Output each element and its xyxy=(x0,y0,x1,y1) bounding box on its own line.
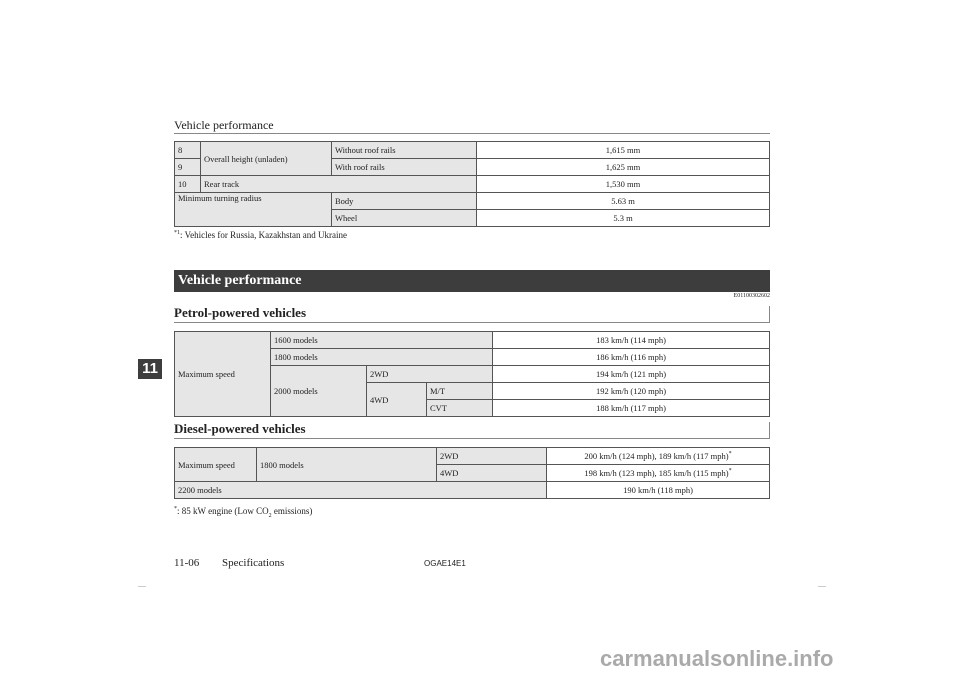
model-label: 2000 models xyxy=(271,366,367,417)
footnote-text: : Vehicles for Russia, Kazakhstan and Ukraine xyxy=(180,230,348,240)
drive-label: 4WD xyxy=(437,465,547,482)
footnote-mark: * xyxy=(174,506,177,512)
row-number: 9 xyxy=(175,159,201,176)
page-section: Specifications xyxy=(222,557,285,569)
value-cell: 1,625 mm xyxy=(477,159,770,176)
footnote xyxy=(174,230,347,240)
sub-label: Wheel xyxy=(332,210,477,227)
drive-label: 2WD xyxy=(367,366,493,383)
item-label: Rear track xyxy=(201,176,477,193)
sub-label: Without roof rails xyxy=(332,142,477,159)
model-label: 1800 models xyxy=(257,448,437,482)
running-header: Vehicle performance xyxy=(174,118,274,132)
crop-mark xyxy=(138,586,146,587)
table-row xyxy=(175,142,770,159)
footnote-text: emissions) xyxy=(271,506,313,516)
watermark: carmanualsonline.info xyxy=(600,646,834,671)
table-row xyxy=(175,448,770,465)
item-label: Minimum turning radius xyxy=(175,193,332,227)
petrol-speed-table xyxy=(174,331,770,417)
item-label: Overall height (unladen) xyxy=(201,142,332,176)
footnote-mark: *1 xyxy=(174,230,180,236)
trans-label: CVT xyxy=(427,400,493,417)
heading-rule xyxy=(174,322,770,323)
footnote-mark: * xyxy=(728,468,732,475)
footnote xyxy=(174,506,312,519)
footnote-mark: * xyxy=(728,451,732,458)
speed-value xyxy=(547,465,770,482)
table-row xyxy=(175,176,770,193)
table-row xyxy=(175,193,770,210)
diesel-heading: Diesel-powered vehicles xyxy=(174,421,306,436)
section-code: E01100302602 xyxy=(733,293,770,299)
speed-value xyxy=(547,448,770,465)
speed-label: Maximum speed xyxy=(175,448,257,482)
heading-rule xyxy=(174,438,770,439)
dimensions-table xyxy=(174,141,770,227)
doc-code: OGAE14E1 xyxy=(424,559,466,568)
section-banner: Vehicle performance xyxy=(174,270,770,292)
value-cell: 5.63 m xyxy=(477,193,770,210)
speed-value: 186 km/h (116 mph) xyxy=(493,349,770,366)
speed-value-text: 198 km/h (123 mph), 185 km/h (115 mph) xyxy=(584,468,729,478)
value-cell: 5.3 m xyxy=(477,210,770,227)
table-row xyxy=(175,482,770,499)
speed-value: 190 km/h (118 mph) xyxy=(547,482,770,499)
page-number: 11-06 xyxy=(174,557,200,569)
speed-value: 192 km/h (120 mph) xyxy=(493,383,770,400)
sub-label: With roof rails xyxy=(332,159,477,176)
value-cell: 1,530 mm xyxy=(477,176,770,193)
petrol-heading: Petrol-powered vehicles xyxy=(174,305,307,320)
speed-value: 183 km/h (114 mph) xyxy=(493,332,770,349)
model-label: 1800 models xyxy=(271,349,493,366)
speed-value-text: 200 km/h (124 mph), 189 km/h (117 mph) xyxy=(584,451,729,461)
footnote-subscript: 2 xyxy=(268,512,272,519)
drive-label: 2WD xyxy=(437,448,547,465)
speed-value: 188 km/h (117 mph) xyxy=(493,400,770,417)
trans-label: M/T xyxy=(427,383,493,400)
diesel-speed-table xyxy=(174,447,770,499)
sub-label: Body xyxy=(332,193,477,210)
chapter-tab: 11 xyxy=(138,359,162,379)
value-cell: 1,615 mm xyxy=(477,142,770,159)
heading-tick xyxy=(769,306,770,322)
row-number: 8 xyxy=(175,142,201,159)
header-rule xyxy=(174,133,770,134)
footnote-text: : 85 kW engine (Low CO xyxy=(177,506,269,516)
drive-label: 4WD xyxy=(367,383,427,417)
row-number: 10 xyxy=(175,176,201,193)
heading-tick xyxy=(769,422,770,438)
model-label: 1600 models xyxy=(271,332,493,349)
crop-mark xyxy=(818,586,826,587)
table-row xyxy=(175,332,770,349)
speed-label: Maximum speed xyxy=(175,332,271,417)
speed-value: 194 km/h (121 mph) xyxy=(493,366,770,383)
model-label: 2200 models xyxy=(175,482,547,499)
